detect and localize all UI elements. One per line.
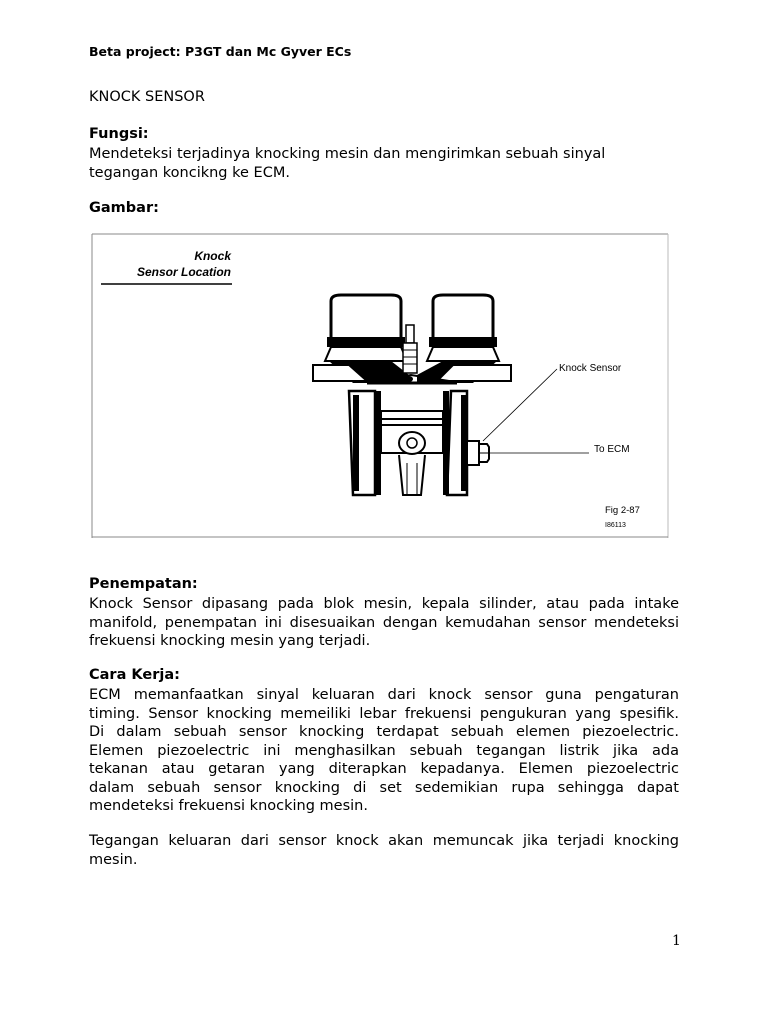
cara-kerja-line-3: Di dalam sebuah sensor knocking terdapat sebuah elemen piezoelectric.: [89, 724, 679, 740]
penempatan-line-1: Knock Sensor dipasang pada blok mesin, kepala silinder, atau pada intake: [89, 596, 679, 612]
cara-kerja-paragraph-1: [89, 686, 679, 816]
knock-sensor-figure: [91, 233, 669, 539]
gambar-heading: Gambar:: [89, 200, 159, 216]
cara-kerja-p2-line-2: mesin.: [89, 851, 138, 868]
fungsi-heading: Fungsi:: [89, 126, 149, 142]
cara-kerja-heading: Cara Kerja:: [89, 667, 180, 683]
fungsi-line-1: Mendeteksi terjadinya knocking mesin dan mengirimkan sebuah sinyal: [89, 146, 606, 162]
camshaft-housing-left: [325, 295, 407, 361]
cara-kerja-line-7: mendeteksi frekuensi knocking mesin.: [89, 798, 368, 814]
knock-sensor-icon: [467, 441, 489, 465]
page-number: 1: [672, 933, 681, 949]
page-header: Beta project: P3GT dan Mc Gyver ECs: [89, 44, 352, 59]
penempatan-line-2: manifold, penempatan ini disesuaikan dengan kemudahan sensor mendeteksi: [89, 614, 679, 631]
camshaft-housing-right: [427, 295, 499, 361]
cara-kerja-paragraph-2: [89, 832, 679, 869]
penempatan-heading: Penempatan:: [89, 576, 198, 592]
figure-title-line1: Knock: [194, 249, 231, 263]
cara-kerja-line-1: ECM memanfaatkan sinyal keluaran dari knock sensor guna pengaturan: [89, 687, 679, 703]
document-title: KNOCK SENSOR: [89, 89, 205, 105]
spark-plug: [403, 325, 417, 373]
figure-code: I86113: [605, 522, 626, 529]
cara-kerja-line-4: Elemen piezoelectric ini menghasilkan sebuah tegangan listrik jika ada: [89, 742, 679, 759]
cara-kerja-line-6: dalam sebuah sensor knocking di set sedemikian rupa sehingga dapat: [89, 779, 679, 796]
engine-cross-section-diagram: [91, 233, 669, 539]
figure-title-line2: Sensor Location: [136, 265, 231, 279]
label-knock-sensor: Knock Sensor: [559, 363, 622, 374]
cara-kerja-line-5: tekanan atau getaran yang diterapkan kepadanya. Elemen piezoelectric: [89, 761, 679, 777]
piston: [381, 411, 443, 454]
fungsi-paragraph: [89, 145, 679, 182]
figure-number: Fig 2-87: [605, 505, 640, 516]
cara-kerja-line-2: timing. Sensor knocking memeiliki lebar frekuensi pengukuran yang spesifik.: [89, 705, 679, 722]
penempatan-paragraph: [89, 595, 679, 651]
fungsi-line-2: tegangan koncikng ke ECM.: [89, 164, 290, 181]
cara-kerja-p2-line-1: Tegangan keluaran dari sensor knock akan memuncak jika terjadi knocking: [89, 833, 679, 849]
penempatan-line-3: frekuensi knocking mesin yang terjadi.: [89, 633, 371, 649]
label-to-ecm: To ECM: [594, 444, 630, 455]
